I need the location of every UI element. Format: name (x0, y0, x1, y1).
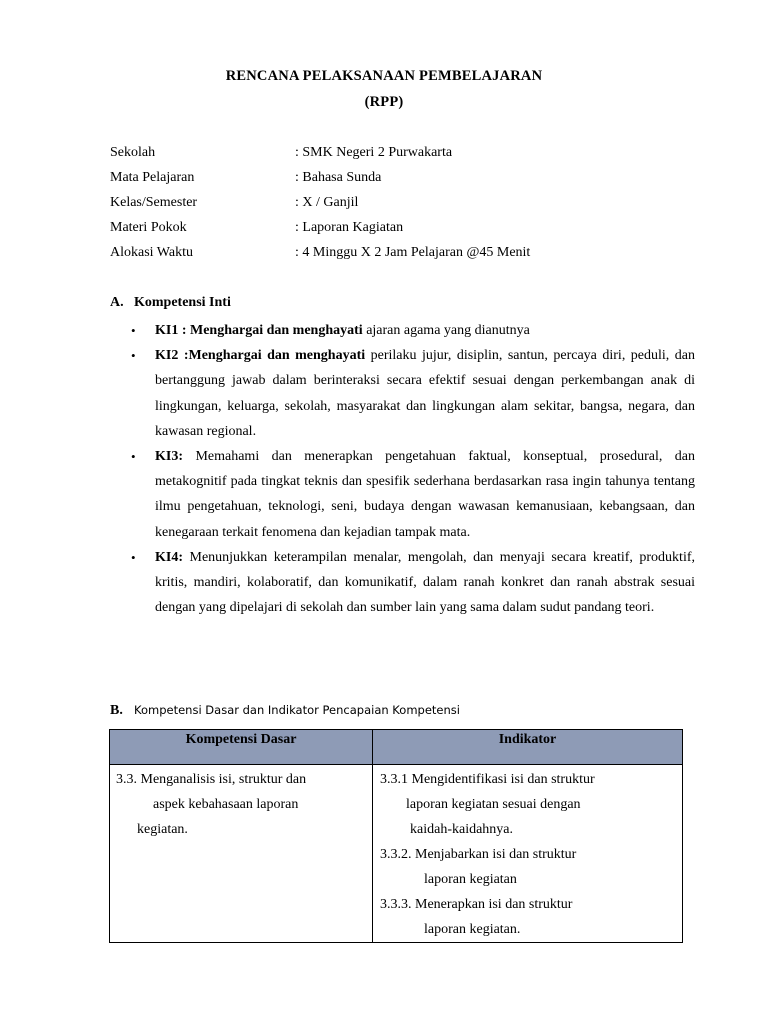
kd-line: kegiatan. (137, 822, 188, 837)
kd-cell (110, 765, 373, 943)
ki1-text: ajaran agama yang dianutnya (362, 323, 530, 338)
info-label-kelas-semester: Kelas/Semester (110, 195, 198, 210)
bullet-icon: • (131, 323, 136, 338)
info-value-sekolah: : SMK Negeri 2 Purwakarta (295, 145, 453, 160)
kd-line: aspek kebahasaan laporan (153, 797, 299, 812)
ki3-text: Memahami dan menerapkan pengetahuan faktual, konseptual, prosedural, dan metakognitif pada tingkat teknis dan spesifik sederhana berdasarkan rasa ingin tahunya tentang ilmu pengetahuan, teknologi, seni, budaya dengan wawasan kemanusiaan, kebangsaan, dan kenegaraan terkait fenomena dan kejadian tampak mata. (155, 449, 695, 540)
bullet-icon: • (131, 449, 136, 465)
info-label-alokasi-waktu: Alokasi Waktu (110, 245, 193, 260)
info-value-mata-pelajaran: : Bahasa Sunda (295, 170, 382, 185)
info-value-alokasi-waktu: : 4 Minggu X 2 Jam Pelajaran @45 Menit (295, 245, 531, 260)
section-a-heading (110, 295, 231, 311)
list-item-ki3 (110, 444, 695, 545)
ki3-lead: KI3: (155, 449, 183, 465)
section-a-letter: A. (110, 295, 124, 310)
indikator-cell (373, 765, 683, 943)
section-a-title: Kompetensi Inti (134, 295, 231, 310)
indikator-line: 3.3.2. Menjabarkan isi dan struktur (380, 847, 577, 862)
indikator-line: laporan kegiatan (424, 872, 517, 887)
indikator-line: kaidah-kaidahnya. (410, 822, 514, 837)
header-indikator: Indikator (373, 730, 683, 765)
ki4-text: Menunjukkan keterampilan menalar, mengolah, dan menyaji secara kreatif, produktif, kritis, mandiri, kolaboratif, dan komunikatif, dalam ranah konkret dan ranah abstrak sesuai dengan yang dipelajari di sekolah dan sumber lain yang sama dalam sudut pandang teori. (155, 549, 695, 616)
info-label-sekolah: Sekolah (110, 145, 156, 160)
section-b-title: Kompetensi Dasar dan Indikator Pencapaian Kompetensi (134, 703, 460, 717)
ki4-lead: KI4: (155, 549, 183, 565)
indikator-line: 3.3.3. Menerapkan isi dan struktur (380, 897, 573, 912)
info-label-materi-pokok: Materi Pokok (110, 220, 187, 235)
kompetensi-inti-list (110, 318, 695, 620)
document-subtitle: (RPP) (364, 94, 404, 110)
list-item-ki2 (110, 343, 695, 444)
section-b-letter: B. (110, 703, 123, 718)
info-label-mata-pelajaran: Mata Pelajaran (110, 170, 195, 185)
ki2-lead: KI2 :Menghargai dan menghayati (155, 348, 366, 364)
ki1-lead: KI1 : Menghargai dan menghayati (155, 323, 363, 338)
document-title: RENCANA PELAKSANAAN PEMBELAJARAN (225, 68, 543, 84)
table-row (110, 765, 683, 943)
indikator-line: 3.3.1 Mengidentifikasi isi dan struktur (380, 772, 595, 787)
indikator-line: laporan kegiatan. (424, 922, 521, 937)
indikator-line: laporan kegiatan sesuai dengan (406, 797, 581, 812)
list-item-ki1 (110, 318, 695, 343)
ki2-text: perilaku jujur, disiplin, santun, percaya diri, peduli, dan bertanggung jawab dalam berinteraksi secara efektif sesuai dengan perkembangan anak di lingkungan, keluarga, sekolah, masyarakat dan lingkungan alam sekitar, bangsa, negara, dan kawasan regional. (155, 348, 695, 439)
kd-line: 3.3. Menganalisis isi, struktur dan (116, 772, 307, 787)
info-value-materi-pokok: : Laporan Kagiatan (295, 220, 404, 235)
bullet-icon: • (131, 549, 136, 565)
section-b-heading (110, 703, 460, 719)
bullet-icon: • (131, 348, 136, 364)
kd-indikator-table (109, 729, 683, 943)
list-item-ki4 (110, 545, 695, 621)
table-header-row (110, 730, 683, 765)
info-value-kelas-semester: : X / Ganjil (295, 195, 359, 210)
header-kompetensi-dasar: Kompetensi Dasar (110, 730, 373, 765)
